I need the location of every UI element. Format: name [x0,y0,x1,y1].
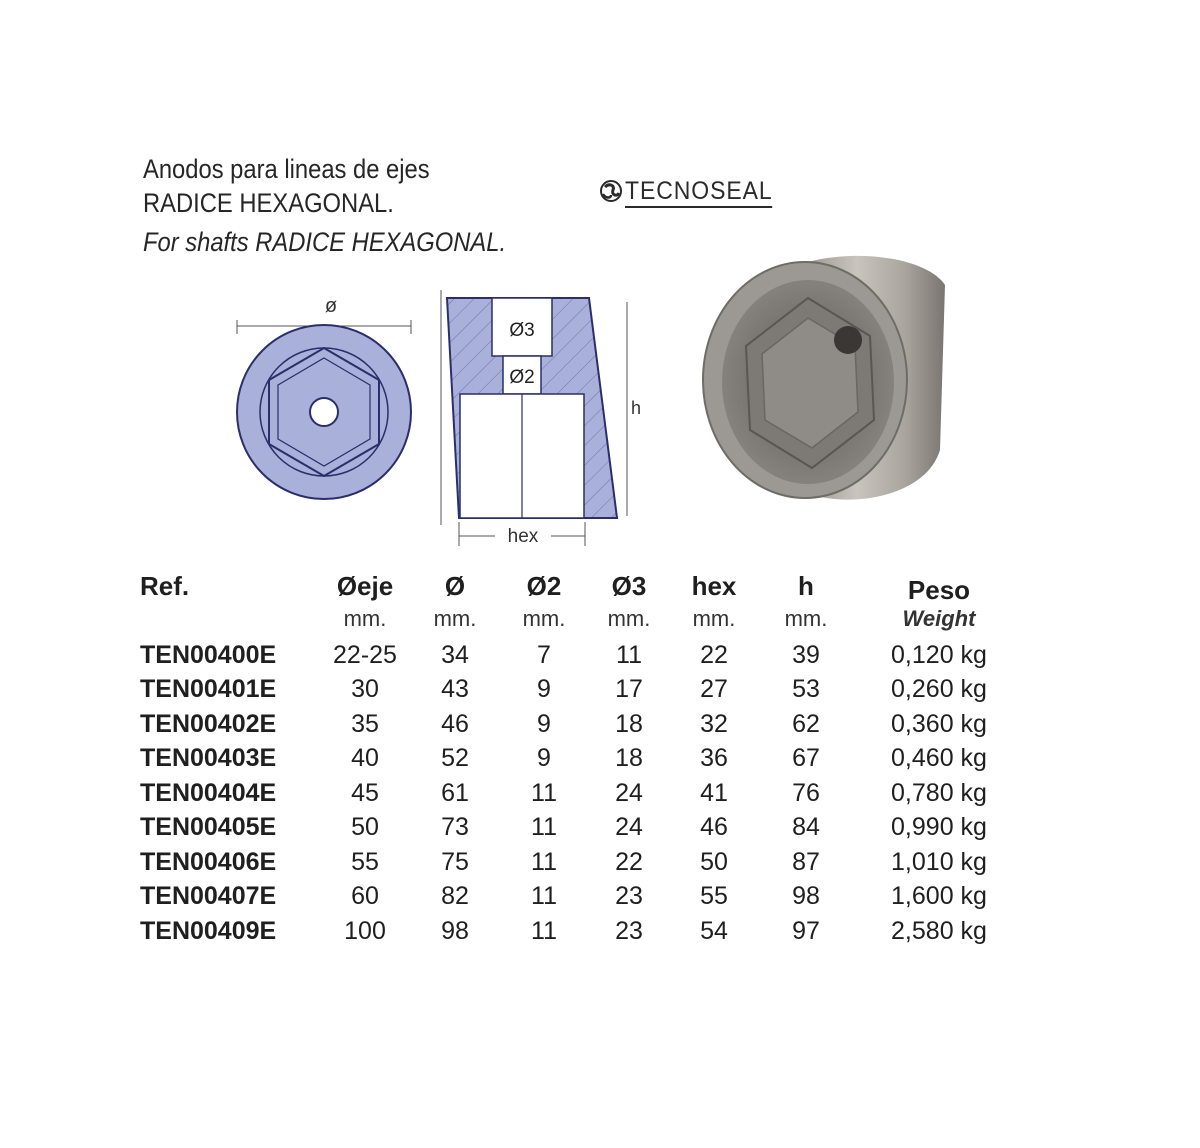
cell-ref: TEN00409E [140,916,277,945]
cell-diameter: 75 [441,847,469,876]
cell-height: 98 [792,882,820,911]
cell-weight: 0,360 kg [891,709,987,738]
cell-hex: 54 [700,916,728,945]
cell-shaft-diameter: 35 [351,709,379,738]
table-units-row [140,606,1024,638]
section-view [441,290,641,547]
cell-d3: 24 [615,778,643,807]
col-header-hex: hex [691,570,737,601]
swirl-logo-icon [599,177,623,205]
cell-diameter: 98 [441,916,469,945]
table-row [140,811,1024,846]
cell-hex: 41 [700,778,728,807]
cell-hex: 22 [700,640,728,669]
unit-diameter: mm. [433,606,477,631]
cell-weight: 0,990 kg [891,813,987,842]
cell-shaft-diameter: 55 [351,847,379,876]
col-header-shaft-diameter: Øeje [336,570,394,601]
cell-d2: 9 [537,675,551,704]
cell-height: 84 [792,813,820,842]
specification-table [140,566,1024,949]
cell-hex: 55 [700,882,728,911]
col-header-height: h [798,570,814,601]
cell-diameter: 34 [441,640,469,669]
height-label: h [631,398,642,418]
cell-height: 87 [792,847,820,876]
cell-weight: 0,780 kg [891,778,987,807]
title-line-3-english: For shafts RADICE HEXAGONAL. [143,227,507,257]
cell-d2: 11 [531,916,557,945]
cell-weight: 0,260 kg [891,675,987,704]
col-header-ref: Ref. [140,570,190,601]
cell-hex: 50 [700,847,728,876]
cell-d3: 22 [615,847,643,876]
cell-height: 97 [792,916,820,945]
cell-d2: 11 [531,847,557,876]
cell-diameter: 73 [441,813,469,842]
cell-hex: 27 [700,675,728,704]
cell-shaft-diameter: 22-25 [333,640,397,669]
cell-d3: 18 [615,709,643,738]
table-row [140,845,1024,880]
table-row [140,673,1024,708]
cell-height: 53 [792,675,820,704]
cell-diameter: 43 [441,675,469,704]
cell-shaft-diameter: 50 [351,813,379,842]
title-line-1: Anodos para lineas de ejes [143,154,430,184]
cell-weight: 2,580 kg [891,916,987,945]
cell-weight: 1,010 kg [891,847,987,876]
cell-d2: 9 [537,709,551,738]
cell-d3: 17 [615,675,643,704]
table-row [140,880,1024,915]
front-view [237,295,411,499]
cell-d3: 23 [615,916,643,945]
cell-d3: 23 [615,882,643,911]
diameter-label: ø [324,295,338,317]
cell-d2: 11 [531,882,557,911]
cell-height: 62 [792,709,820,738]
cell-d3: 18 [615,744,643,773]
col-header-d3: Ø3 [611,570,647,601]
cell-hex: 46 [700,813,728,842]
unit-d2: mm. [522,606,566,631]
cell-shaft-diameter: 100 [344,916,386,945]
brand-logo [599,177,799,207]
cell-shaft-diameter: 45 [351,778,379,807]
cell-shaft-diameter: 60 [351,882,379,911]
table-row [140,707,1024,742]
unit-d3: mm. [607,606,651,631]
cell-ref: TEN00401E [140,675,277,704]
cell-d2: 7 [537,640,551,669]
cell-ref: TEN00406E [140,847,277,876]
cell-d2: 11 [531,813,557,842]
col-header-diameter: Ø [444,570,466,601]
cell-d2: 11 [531,778,557,807]
table-row [140,914,1024,949]
brand-name: TECNOSEAL [625,178,773,208]
cell-diameter: 52 [441,744,469,773]
table-row [140,776,1024,811]
table-row [140,742,1024,777]
cell-hex: 36 [700,744,728,773]
d3-label: Ø3 [509,320,535,341]
unit-height: mm. [784,606,828,631]
cell-shaft-diameter: 40 [351,744,379,773]
unit-ref [140,606,320,638]
cell-ref: TEN00407E [140,882,277,911]
cell-height: 39 [792,640,820,669]
cell-shaft-diameter: 30 [351,675,379,704]
unit-hex: mm. [692,606,736,631]
cell-diameter: 61 [441,778,469,807]
cell-d2: 9 [537,744,551,773]
col-header-weight: Peso [907,575,971,605]
cell-weight: 0,460 kg [891,744,987,773]
cell-height: 67 [792,744,820,773]
technical-drawing [225,290,655,550]
cell-ref: TEN00400E [140,640,277,669]
unit-shaft-diameter: mm. [343,606,387,631]
title-line-2: RADICE HEXAGONAL. [143,188,394,218]
cell-ref: TEN00402E [140,709,277,738]
hex-label: hex [507,526,539,547]
cell-diameter: 82 [441,882,469,911]
table-header-row [140,566,1024,606]
cell-d3: 24 [615,813,643,842]
cell-d3: 11 [616,640,642,669]
cell-ref: TEN00404E [140,778,277,807]
anode-product-image [690,240,960,520]
cell-height: 76 [792,778,820,807]
cell-diameter: 46 [441,709,469,738]
table-row [140,638,1024,673]
cell-weight: 0,120 kg [891,640,987,669]
cell-hex: 32 [700,709,728,738]
cell-ref: TEN00405E [140,813,277,842]
d2-label: Ø2 [509,367,535,388]
cell-weight: 1,600 kg [891,882,987,911]
col-header-d2: Ø2 [526,570,562,601]
unit-weight: Weight [902,606,976,631]
cell-ref: TEN00403E [140,744,277,773]
